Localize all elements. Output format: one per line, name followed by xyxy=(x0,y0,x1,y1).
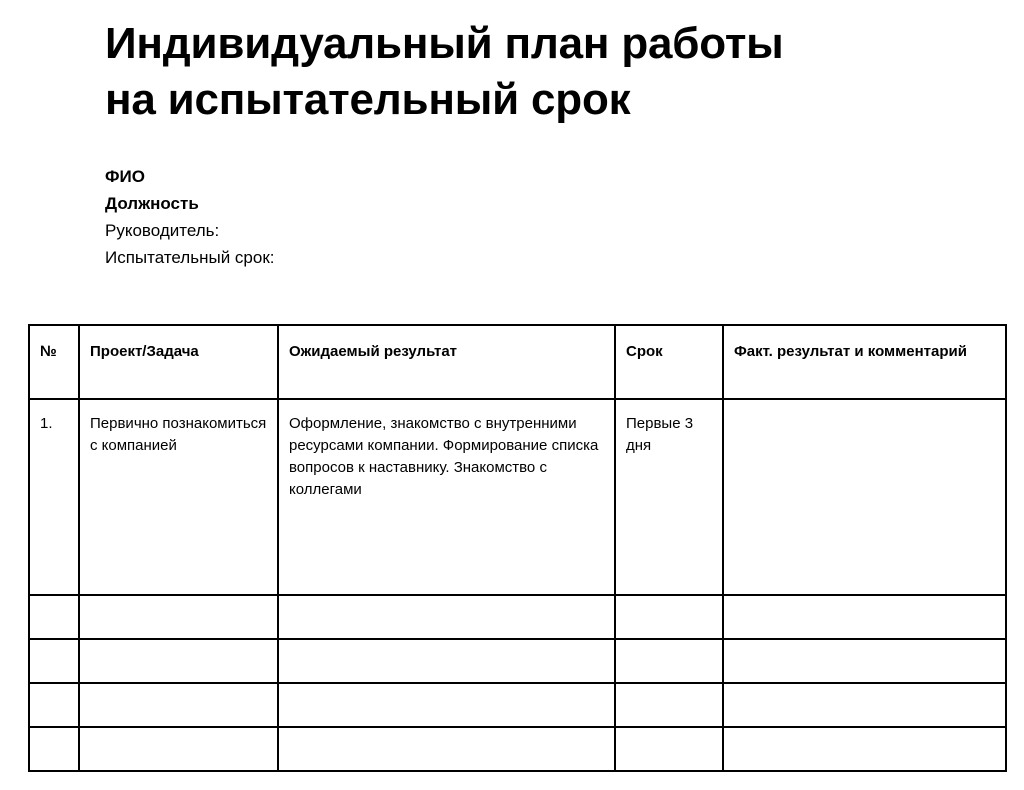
document-title xyxy=(105,16,784,128)
empty-cell xyxy=(723,639,1006,683)
manager-label: Руководитель: xyxy=(105,221,220,240)
employee-info xyxy=(105,163,274,271)
header-task: Проект/Задача xyxy=(79,325,278,399)
title-line-1: Индивидуальный план работы xyxy=(105,19,784,68)
table-row xyxy=(29,399,1006,595)
empty-cell xyxy=(723,595,1006,639)
empty-table-row xyxy=(29,639,1006,683)
header-term: Срок xyxy=(615,325,723,399)
empty-cell xyxy=(278,595,615,639)
header-actual-result: Факт. результат и комментарий xyxy=(723,325,1006,399)
header-number: № xyxy=(29,325,79,399)
empty-cell xyxy=(29,727,79,771)
empty-cell xyxy=(79,639,278,683)
empty-cell xyxy=(723,683,1006,727)
empty-table-row xyxy=(29,683,1006,727)
plan-table xyxy=(28,324,1007,772)
empty-cell xyxy=(29,595,79,639)
title-line-2: на испытательный срок xyxy=(105,75,631,124)
empty-cell xyxy=(29,639,79,683)
empty-cell xyxy=(278,639,615,683)
cell-number: 1. xyxy=(29,399,79,595)
cell-task: Первично познакомиться с компанией xyxy=(79,399,278,595)
empty-cell xyxy=(278,683,615,727)
empty-cell xyxy=(278,727,615,771)
cell-term: Первые 3 дня xyxy=(615,399,723,595)
table-header-row xyxy=(29,325,1006,399)
empty-table-row xyxy=(29,595,1006,639)
header-expected-result: Ожидаемый результат xyxy=(278,325,615,399)
empty-cell xyxy=(615,639,723,683)
empty-table-row xyxy=(29,727,1006,771)
cell-actual-result xyxy=(723,399,1006,595)
empty-cell xyxy=(79,683,278,727)
empty-cell xyxy=(79,595,278,639)
empty-cell xyxy=(615,683,723,727)
empty-cell xyxy=(615,727,723,771)
probation-label: Испытательный срок: xyxy=(105,248,275,267)
empty-cell xyxy=(79,727,278,771)
empty-cell xyxy=(615,595,723,639)
empty-cell xyxy=(29,683,79,727)
position-label: Должность xyxy=(105,194,199,213)
empty-cell xyxy=(723,727,1006,771)
cell-expected-result: Оформление, знакомство с внутренними ресурсами компании. Формирование списка вопросов к наставнику. Знакомство с коллегами xyxy=(278,399,615,595)
fio-label: ФИО xyxy=(105,167,145,186)
